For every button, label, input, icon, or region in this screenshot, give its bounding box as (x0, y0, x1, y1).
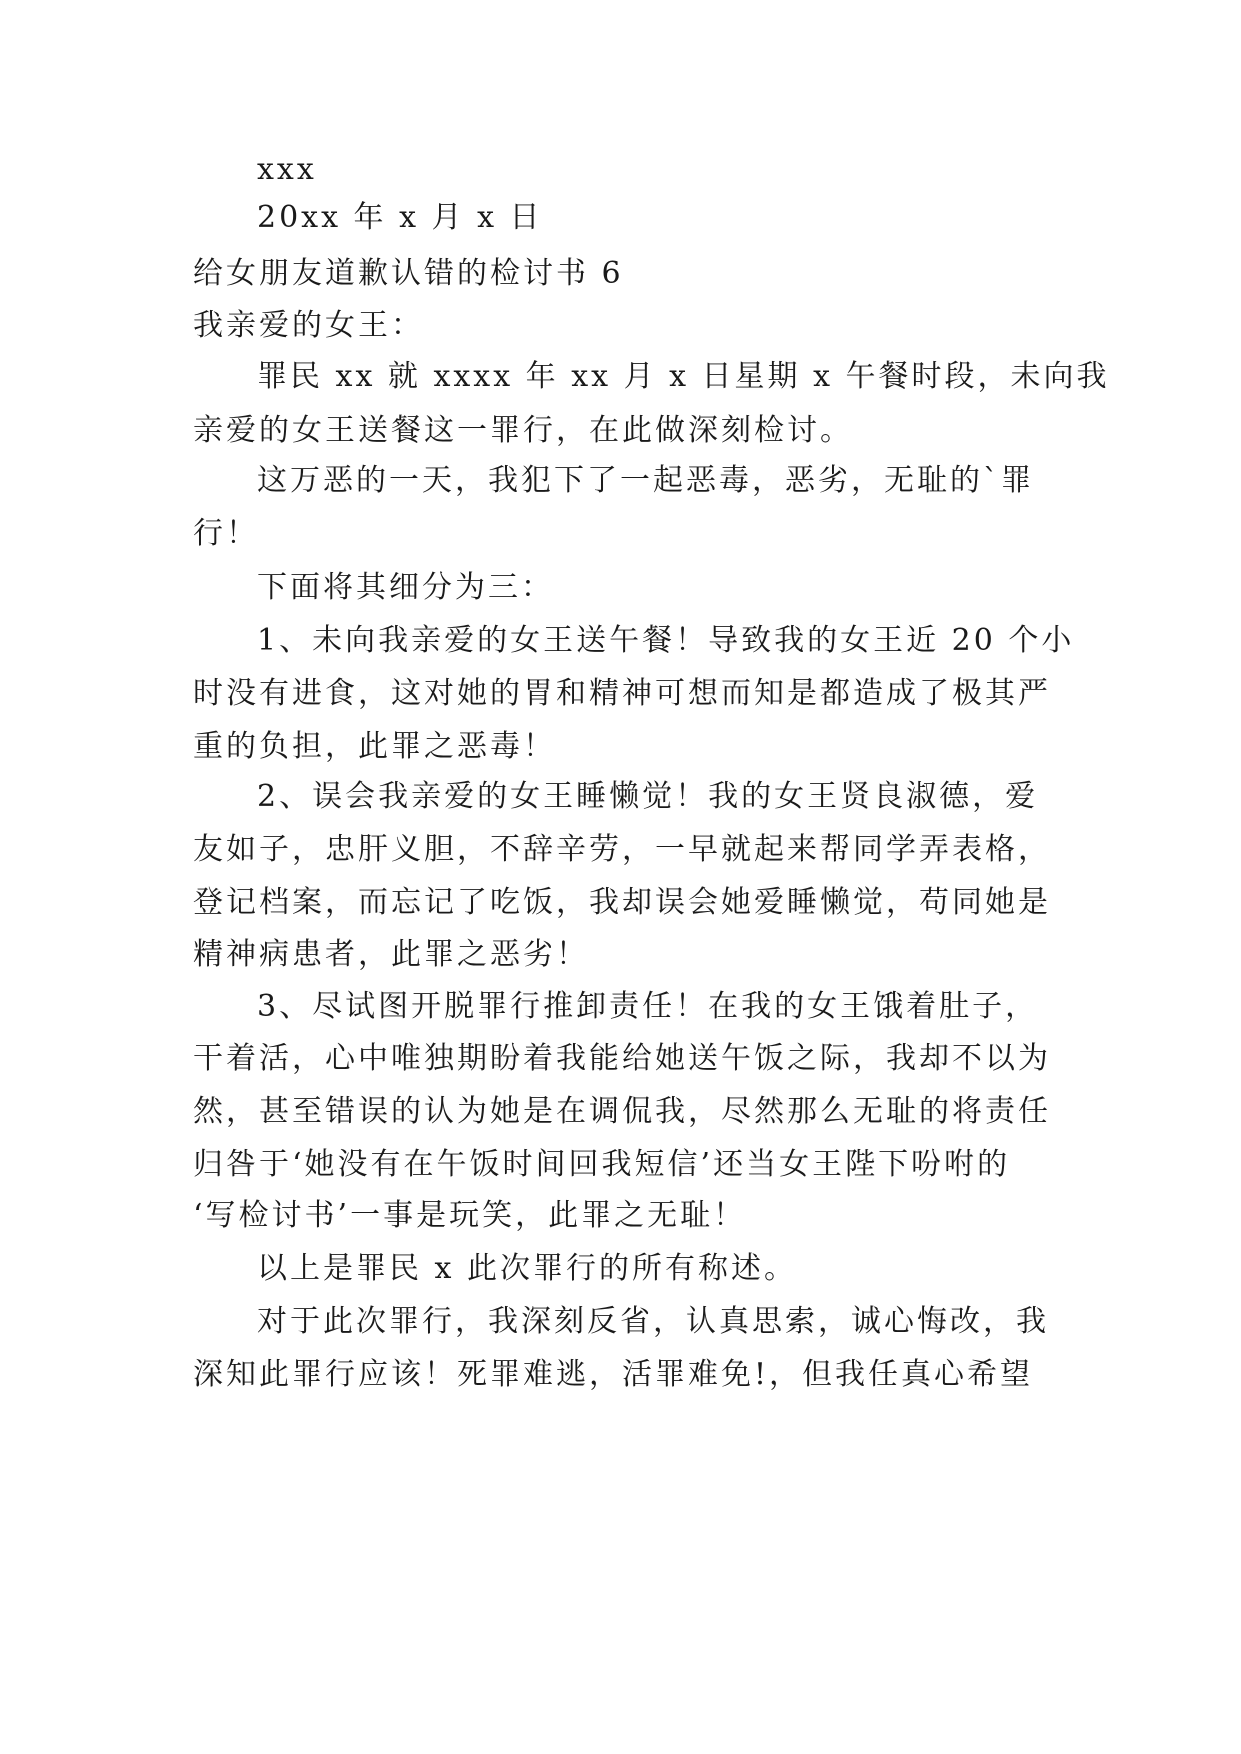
paragraph-line: 以上是罪民 x 此次罪行的所有称述。 (257, 1251, 797, 1286)
paragraph-line: 罪民 xx 就 xxxx 年 xx 月 x 日星期 x 午餐时段，未向我 (257, 359, 1110, 394)
paragraph-line: 干着活，心中唯独期盼着我能给她送午饭之际，我却不以为 (193, 1041, 1051, 1076)
document-title: 给女朋友道歉认错的检讨书 6 (193, 256, 624, 291)
paragraph-line: 归咎于‘她没有在午饭时间回我短信’还当女王陛下吩咐的 (193, 1147, 1011, 1182)
paragraph-line: 下面将其细分为三： (257, 570, 554, 605)
paragraph-line: 2、误会我亲爱的女王睡懒觉！我的女王贤良淑德，爱 (257, 779, 1039, 814)
paragraph-line: 然，甚至错误的认为她是在调侃我，尽然那么无耻的将责任 (193, 1094, 1051, 1129)
paragraph-line: 友如子，忠肝义胆，不辞辛劳，一早就起来帮同学弄表格， (193, 832, 1051, 867)
signature-date: 20xx 年 x 月 x 日 (257, 200, 543, 235)
paragraph-line: ‘写检讨书’一事是玩笑，此罪之无耻！ (193, 1198, 747, 1233)
paragraph-line: 1、未向我亲爱的女王送午餐！导致我的女王近 20 个小 (257, 623, 1075, 658)
salutation: 我亲爱的女王： (193, 308, 424, 343)
paragraph-line: 亲爱的女王送餐这一罪行，在此做深刻检讨。 (193, 413, 853, 448)
paragraph-line: 登记档案，而忘记了吃饭，我却误会她爱睡懒觉，苟同她是 (193, 885, 1051, 920)
paragraph-line: 3、尽试图开脱罪行推卸责任！在我的女王饿着肚子， (257, 989, 1039, 1024)
paragraph-line: 精神病患者，此罪之恶劣！ (193, 937, 589, 972)
paragraph-line: 这万恶的一天，我犯下了一起恶毒，恶劣，无耻的`罪 (257, 463, 1034, 498)
paragraph-line: 重的负担，此罪之恶毒！ (193, 729, 556, 764)
paragraph-line: 对于此次罪行，我深刻反省，认真思索，诚心悔改，我 (257, 1304, 1049, 1339)
paragraph-line: 深知此罪行应该！死罪难逃，活罪难免!，但我任真心希望 (193, 1357, 1034, 1392)
signature-name: xxx (257, 152, 317, 187)
paragraph-line: 时没有进食，这对她的胃和精神可想而知是都造成了极其严 (193, 676, 1051, 711)
paragraph-line: 行！ (193, 516, 259, 551)
